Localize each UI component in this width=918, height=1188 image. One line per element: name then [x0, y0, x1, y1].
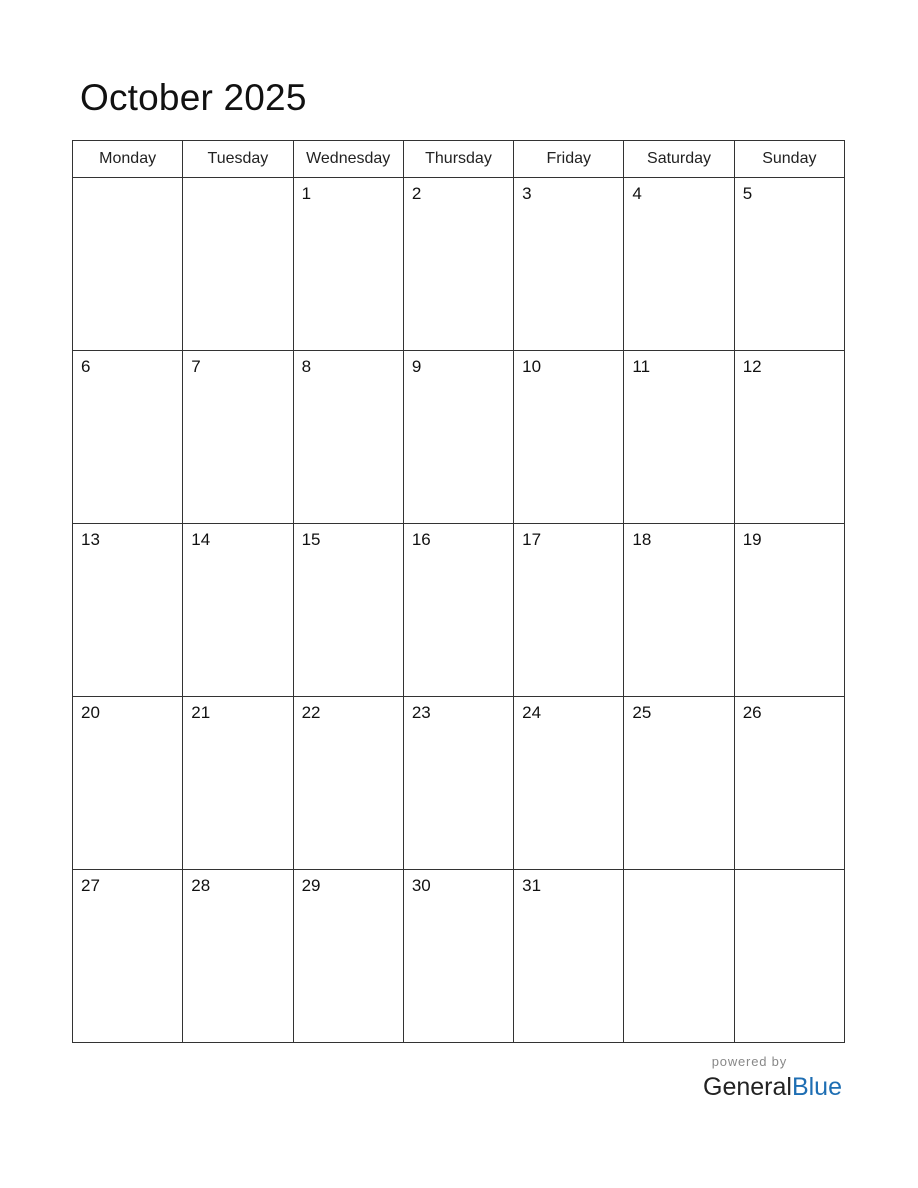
day-cell [734, 178, 844, 351]
day-number: 30 [411, 876, 431, 895]
day-cell [73, 351, 183, 524]
day-number: 21 [191, 703, 211, 722]
day-number [183, 178, 292, 184]
day-cell [73, 870, 183, 1043]
day-cell [183, 524, 293, 697]
brand-name [703, 1072, 842, 1102]
day-cell [183, 870, 293, 1043]
week-row [73, 524, 845, 697]
day-cell [624, 178, 734, 351]
day-cell [734, 697, 844, 870]
day-number: 28 [191, 876, 211, 895]
day-number: 19 [742, 530, 762, 549]
day-number: 24 [522, 703, 542, 722]
day-number: 2 [411, 184, 422, 203]
day-number: 6 [81, 357, 91, 376]
weekday-header-row [73, 141, 845, 178]
calendar-grid [72, 140, 845, 1043]
day-cell [514, 697, 624, 870]
weekday-header: Sunday [734, 141, 844, 178]
day-number [73, 178, 182, 184]
weekday-header: Thursday [403, 141, 513, 178]
day-cell [403, 178, 513, 351]
day-cell [293, 524, 403, 697]
day-number: 16 [411, 530, 431, 549]
day-number: 13 [81, 530, 100, 549]
day-number [624, 870, 733, 876]
day-cell [734, 351, 844, 524]
day-number: 31 [522, 876, 542, 895]
day-cell [734, 524, 844, 697]
day-cell [73, 697, 183, 870]
day-number: 20 [81, 703, 100, 722]
day-number: 9 [411, 357, 422, 376]
day-cell [293, 178, 403, 351]
day-number: 12 [742, 357, 762, 376]
day-number: 29 [301, 876, 321, 895]
day-cell [293, 351, 403, 524]
day-number: 7 [191, 357, 201, 376]
weekday-header: Saturday [624, 141, 734, 178]
week-row [73, 870, 845, 1043]
powered-by-label: powered by [711, 1054, 787, 1069]
day-cell [73, 524, 183, 697]
day-number: 5 [742, 184, 753, 203]
day-cell [514, 351, 624, 524]
day-cell [293, 870, 403, 1043]
day-number [735, 870, 844, 876]
day-cell [734, 870, 844, 1043]
day-number: 27 [81, 876, 100, 895]
weekday-header: Wednesday [293, 141, 403, 178]
day-cell [183, 178, 293, 351]
day-number: 14 [191, 530, 211, 549]
brand-logo [703, 1054, 842, 1102]
day-number: 8 [301, 357, 312, 376]
day-cell [403, 351, 513, 524]
day-cell [183, 351, 293, 524]
day-cell [624, 524, 734, 697]
week-row [73, 178, 845, 351]
day-number: 1 [301, 184, 312, 203]
week-row [73, 351, 845, 524]
day-cell [73, 178, 183, 351]
day-number: 22 [301, 703, 321, 722]
day-cell [293, 697, 403, 870]
day-number: 23 [411, 703, 431, 722]
weekday-header: Tuesday [183, 141, 293, 178]
day-cell [624, 351, 734, 524]
day-number: 25 [632, 703, 652, 722]
weekday-header: Monday [73, 141, 183, 178]
week-row [73, 697, 845, 870]
page-title: October 2025 [80, 77, 307, 118]
day-number: 17 [522, 530, 542, 549]
day-cell [514, 524, 624, 697]
day-cell [624, 697, 734, 870]
day-number: 15 [301, 530, 321, 549]
day-number: 10 [522, 357, 542, 376]
day-cell [514, 870, 624, 1043]
day-number: 26 [742, 703, 762, 722]
day-cell [624, 870, 734, 1043]
brand-name-general: General [703, 1073, 792, 1101]
day-number: 18 [632, 530, 652, 549]
day-cell [403, 697, 513, 870]
day-number: 11 [632, 357, 651, 376]
day-number: 4 [632, 184, 642, 203]
day-cell [403, 870, 513, 1043]
day-cell [183, 697, 293, 870]
brand-name-blue: Blue [791, 1073, 842, 1101]
day-number: 3 [522, 184, 532, 203]
day-cell [514, 178, 624, 351]
weekday-header: Friday [514, 141, 624, 178]
day-cell [403, 524, 513, 697]
